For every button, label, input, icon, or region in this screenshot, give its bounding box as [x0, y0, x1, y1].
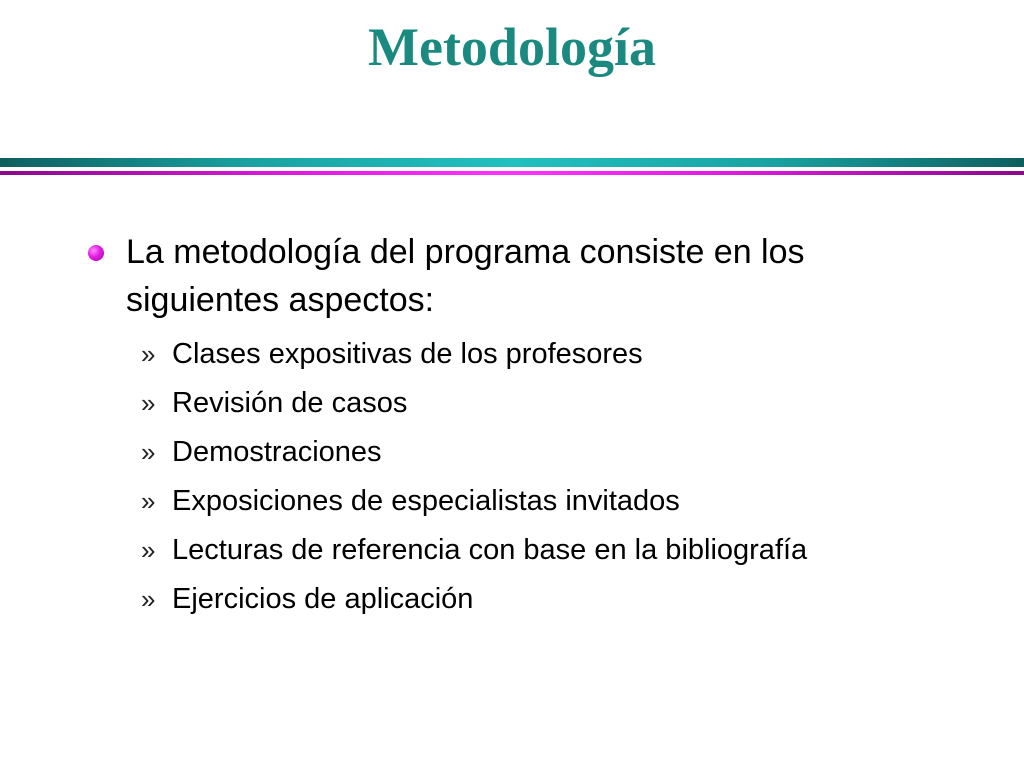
sub-bullet-text: Revisión de casos [172, 387, 408, 419]
sub-bullet-list [141, 330, 1001, 624]
sub-bullet-text: Lecturas de referencia con base en la bibliografía [172, 534, 808, 566]
sub-bullet-item [141, 526, 1001, 575]
chevron-marker-icon: » [141, 437, 156, 467]
sub-bullet-text: Exposiciones de especialistas invitados [172, 485, 680, 517]
sub-bullet-item [141, 428, 1001, 477]
sub-bullet-item [141, 575, 1001, 624]
chevron-marker-icon: » [141, 535, 156, 565]
sub-bullet-item [141, 379, 1001, 428]
main-bullet-text: La metodología del programa consiste en los siguientes aspectos: [126, 233, 805, 319]
title-rule-magenta [0, 171, 1024, 175]
sub-bullet-text: Ejercicios de aplicación [172, 583, 474, 615]
chevron-marker-icon: » [141, 486, 156, 516]
sub-bullet-text: Demostraciones [172, 436, 382, 468]
chevron-marker-icon: » [141, 388, 156, 418]
chevron-marker-icon: » [141, 339, 156, 369]
sub-bullet-item [141, 477, 1001, 526]
title-rule-teal [0, 158, 1024, 167]
sub-bullet-item [141, 330, 1001, 379]
magenta-dot-icon [88, 245, 104, 261]
sub-bullet-text: Clases expositivas de los profesores [172, 338, 643, 370]
chevron-marker-icon: » [141, 584, 156, 614]
slide-title: Metodología [368, 17, 656, 77]
